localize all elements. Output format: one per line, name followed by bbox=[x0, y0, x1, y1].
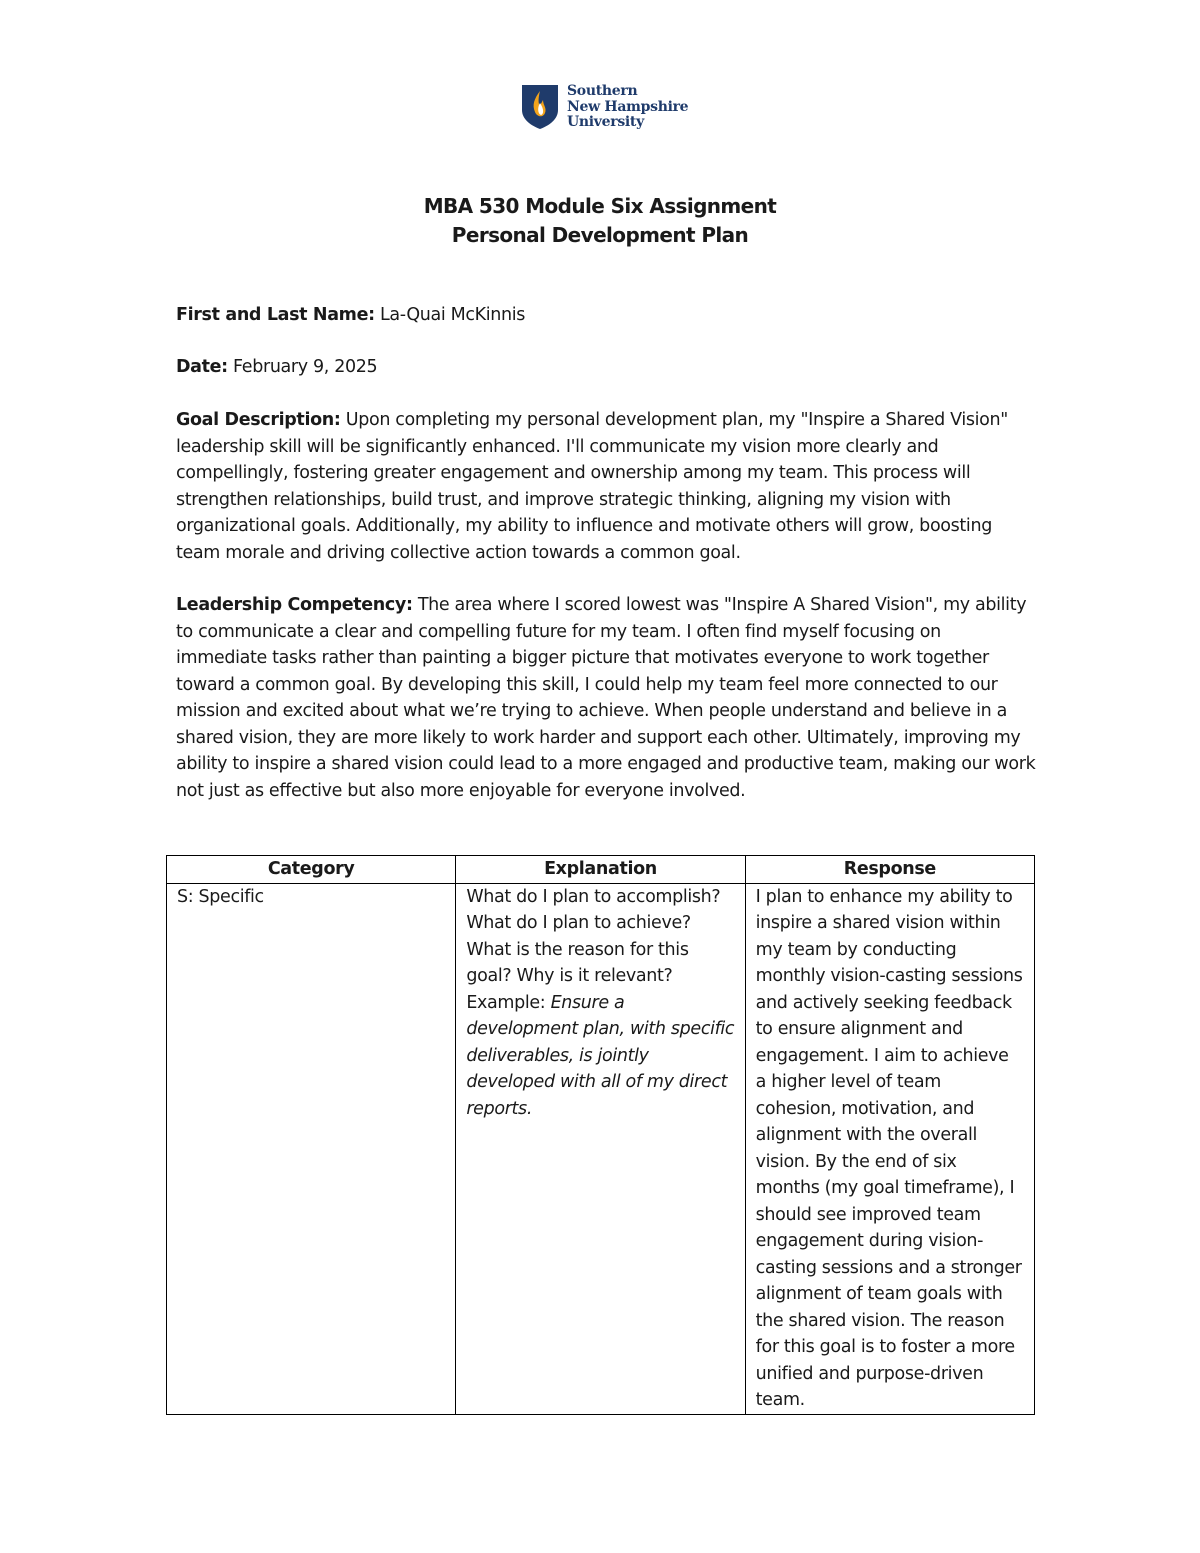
shield-flame-icon bbox=[521, 84, 559, 130]
header-response: Response bbox=[745, 856, 1034, 884]
explanation-cell bbox=[456, 883, 745, 1414]
goal-label: Goal Description: bbox=[176, 410, 341, 430]
logo-line-3: University bbox=[567, 114, 644, 130]
name-value: La-Quai McKinnis bbox=[374, 305, 526, 325]
competency-text: The area where I scored lowest was "Inspire A Shared Vision", my ability to communicate a clear and compelling future for my team. I often find myself focusing on immediate tasks rather than painting a bigger picture that motivates everyone to work together toward a common goal. By developing this skill, I could help my team feel more connected to our mission and excited about what we’re trying to achieve. When people understand and believe in a shared vision, they are more likely to work harder and support each other. Ultimately, improving my ability to inspire a shared vision could lead to a more engaged and productive team, making our work not just as effective but also more enjoyable for everyone involved. bbox=[176, 595, 1036, 801]
table-row bbox=[167, 883, 1035, 1414]
document-title bbox=[0, 192, 1200, 250]
category-cell: S: Specific bbox=[167, 883, 456, 1414]
name-field bbox=[176, 302, 1036, 329]
competency-label: Leadership Competency: bbox=[176, 595, 413, 615]
date-value: February 9, 2025 bbox=[227, 357, 378, 377]
logo-line-1: Southern bbox=[567, 83, 638, 99]
explanation-text: What do I plan to accomplish? What do I plan to achieve? What is the reason for this goal? Why is it relevant? Example: bbox=[466, 886, 721, 1013]
explanation-example: Ensure a development plan, with specific deliverables, is jointly developed with all of my direct reports. bbox=[466, 992, 735, 1119]
university-logo bbox=[521, 84, 688, 131]
header-explanation: Explanation bbox=[456, 856, 745, 884]
date-label: Date: bbox=[176, 357, 228, 377]
response-cell: I plan to enhance my ability to inspire a shared vision within my team by conducting monthly vision-casting sessions and actively seeking feedback to ensure alignment and engagement. I aim to achieve a higher level of team cohesion, motivation, and alignment with the overall vision. By the end of six months (my goal timeframe), I should see improved team engagement during vision-casting sessions and a stronger alignment of team goals with the shared vision. The reason for this goal is to foster a more unified and purpose-driven team. bbox=[745, 883, 1034, 1414]
name-label: First and Last Name: bbox=[176, 305, 375, 325]
logo-line-2: New Hampshire bbox=[567, 98, 689, 115]
leadership-competency bbox=[176, 592, 1036, 804]
goal-description bbox=[176, 407, 1036, 566]
table-header-row bbox=[167, 856, 1035, 884]
title-line-2: Personal Development Plan bbox=[451, 223, 749, 247]
title-line-1: MBA 530 Module Six Assignment bbox=[423, 194, 777, 218]
smart-goal-table bbox=[166, 855, 1035, 1415]
logo-wordmark bbox=[567, 84, 688, 131]
date-field bbox=[176, 354, 1036, 381]
header-category: Category bbox=[167, 856, 456, 884]
goal-text: Upon completing my personal development plan, my "Inspire a Shared Vision" leadership skill will be significantly enhanced. I'll communicate my vision more clearly and compellingly, fostering greater engagement and ownership among my team. This process will strengthen relationships, build trust, and improve strategic thinking, aligning my vision with organizational goals. Additionally, my ability to influence and motivate others will grow, boosting team morale and driving collective action towards a common goal. bbox=[176, 410, 1008, 563]
